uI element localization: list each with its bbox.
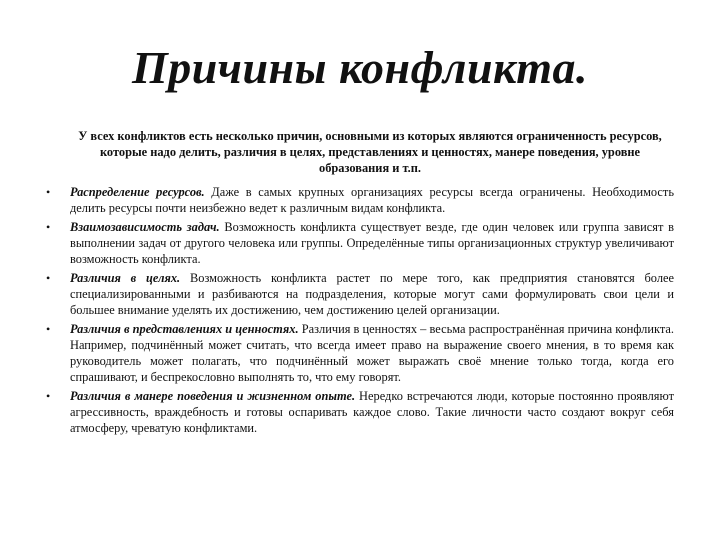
item-term: Взаимозависимость задач. (70, 220, 220, 234)
item-term: Различия в представлениях и ценностях. (70, 322, 299, 336)
intro-paragraph: У всех конфликтов есть несколько причин, основными из которых являются ограниченность ресурсов, которые надо делить, различия в целях, представлениях и ценностях, манере поведения, уровне образования и т.п. (78, 129, 662, 175)
bullet-icon: • (46, 389, 51, 403)
item-text: Нередко встречаются люди, которые постоянно проявляют агрессивность, враждебность и готовы оспаривать каждое слово. Такие личности часто создают вокруг себя атмосферу, чреватую конфликтами. (70, 389, 674, 435)
item-text: Различия в ценностях – весьма распространённая причина конфликта. Например, подчинённый может считать, что всегда имеет право на выражение своего мнения, в то время как руководитель может полагать, что подчинённый может выражать своё мнение только тогда, когда его спрашивают, и беспрекословно выполнять то, что ему говорят. (70, 322, 674, 384)
causes-list (46, 184, 674, 439)
item-term: Различия в целях. (70, 271, 181, 285)
bullet-icon: • (46, 322, 51, 336)
list-item (46, 321, 674, 385)
item-term: Распределение ресурсов. (70, 185, 205, 199)
list-item (46, 219, 674, 267)
bullet-icon: • (46, 185, 51, 199)
item-term: Различия в манере поведения и жизненном опыте. (70, 389, 356, 403)
item-text: Возможность конфликта существует везде, где один человек или группа зависят в выполнении задач от другого человека или группы. Определённые типы организационных структур увеличивают возможность конфликта. (70, 220, 674, 266)
bullet-icon: • (46, 271, 51, 285)
list-item (46, 184, 674, 216)
slide-title: Причины конфликта. (131, 42, 589, 93)
bullet-icon: • (46, 220, 51, 234)
item-text: Возможность конфликта растет по мере того, как предприятия становятся более специализированными и разбиваются на подразделения, которые могут сами формулировать свои цели и большее внимание уделять их достижению, чем достижению целей организации. (70, 271, 674, 317)
list-item (46, 388, 674, 436)
item-text: Даже в самых крупных организациях ресурсы всегда ограничены. Необходимость делить ресурсы почти неизбежно ведет к различным видам конфликта. (70, 185, 674, 215)
list-item (46, 270, 674, 318)
